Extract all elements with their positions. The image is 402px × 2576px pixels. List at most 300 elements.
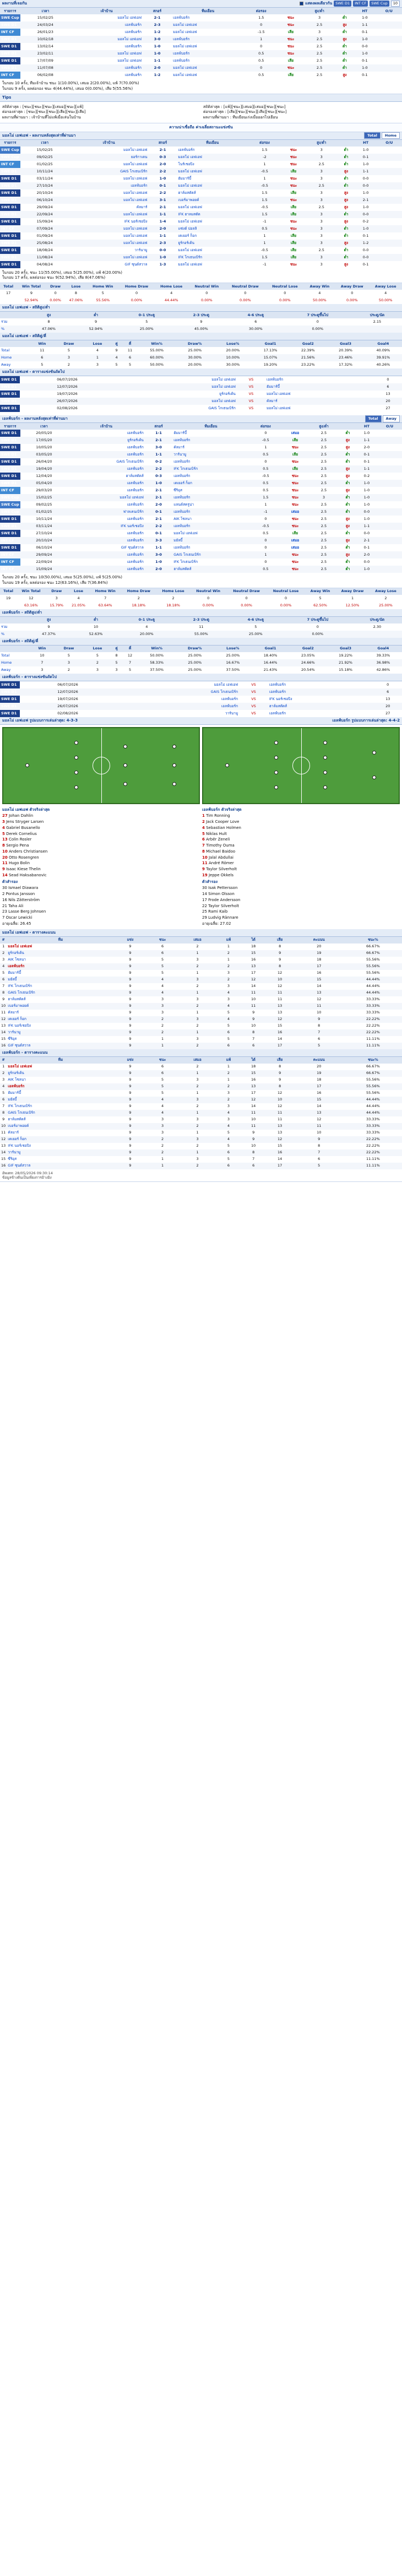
sub-player[interactable]: 29 Ludvig Rännare	[202, 915, 238, 920]
away-team-link[interactable]: มอลโม่ เอฟเอฟ	[177, 168, 248, 175]
player-name[interactable]: Sergio Pena	[6, 843, 29, 848]
league-badge[interactable]: SWE Cup	[0, 14, 20, 21]
home-team-link[interactable]: เอลฟ์บอร์ก	[127, 445, 144, 450]
home-team-link[interactable]: มอลโม่ เอฟเอฟ	[123, 190, 148, 195]
sub-player[interactable]: 16 Nils Zätterström	[2, 897, 40, 902]
player-marker[interactable]	[372, 775, 376, 779]
league-badge[interactable]: SWE D1	[0, 204, 20, 211]
match-score[interactable]: 2-0	[145, 566, 172, 573]
standing-row[interactable]	[0, 1090, 402, 1097]
sub-player[interactable]: 14 Simon Olsson	[202, 892, 235, 896]
match-row[interactable]	[0, 437, 402, 444]
match-row[interactable]	[0, 175, 402, 182]
match-score[interactable]: 3-0	[145, 551, 172, 558]
player-name[interactable]: Tim Ronning	[206, 814, 230, 818]
home-team-link[interactable]: มอลโม่ เอฟเอฟ	[123, 161, 148, 166]
league-badge[interactable]: SWE D1	[0, 516, 20, 523]
standing-row[interactable]	[0, 1070, 402, 1077]
player-marker[interactable]	[323, 741, 327, 745]
home-team-link[interactable]: IFK นอร์เชอปิง	[68, 523, 145, 530]
match-score[interactable]: 2-0	[149, 225, 177, 232]
league-badge[interactable]: SWE D1	[0, 465, 20, 473]
tab-total-away[interactable]: Total	[365, 415, 382, 422]
away-team-link[interactable]: เอลฟ์บอร์ก	[268, 688, 374, 696]
away-team-link[interactable]: IFK โกเธนเบิร์ก	[173, 560, 198, 565]
team-name[interactable]: มยัลบี้	[7, 977, 114, 983]
match-row[interactable]	[0, 211, 402, 218]
match-row[interactable]	[0, 261, 402, 268]
standing-row[interactable]	[0, 1003, 402, 1010]
match-score[interactable]: 0-3	[155, 474, 162, 479]
team-name[interactable]: AIK โซลนา	[8, 1077, 26, 1082]
home-team-link[interactable]: เอลฟ์บอร์ก	[127, 488, 144, 493]
home-team-link[interactable]: GIF ซุนด์สวาล	[121, 545, 144, 550]
match-row[interactable]	[0, 50, 402, 57]
match-score[interactable]: 2-0	[143, 64, 172, 72]
away-team-link[interactable]: เอลฟ์บอร์ก	[269, 682, 286, 687]
away-team-link[interactable]: GAIS โกเธนเบิร์ก	[172, 551, 249, 558]
standing-row[interactable]	[0, 1097, 402, 1103]
standing-row[interactable]	[0, 1123, 402, 1130]
upcoming-row[interactable]	[0, 703, 402, 710]
match-score[interactable]: 1-1	[155, 431, 162, 436]
match-score[interactable]: 2-1	[159, 147, 166, 152]
match-score[interactable]: 0-3	[149, 154, 177, 161]
match-row[interactable]	[0, 480, 402, 487]
league-badge[interactable]: SWE D1	[0, 261, 20, 268]
match-score[interactable]: 3-1	[149, 197, 177, 204]
match-row[interactable]	[0, 72, 402, 79]
sub-player[interactable]: 30 Ismael Diawara	[2, 886, 39, 891]
match-score[interactable]: 2-0	[159, 161, 166, 166]
match-row[interactable]	[0, 204, 402, 211]
standing-row[interactable]	[0, 1043, 402, 1049]
away-team-link[interactable]: โนร์เชอปิง	[178, 161, 194, 166]
home-team-link[interactable]: มอลโม่ เอฟเอฟ	[123, 233, 148, 238]
away-team-link[interactable]: ฮัมมาร์บี้	[173, 431, 187, 436]
match-row[interactable]	[0, 537, 402, 544]
match-row[interactable]	[0, 189, 402, 197]
team-name[interactable]: วาร์นามู	[7, 1029, 114, 1036]
standing-row[interactable]	[0, 1023, 402, 1029]
match-score[interactable]: 2-1	[159, 204, 166, 209]
match-row[interactable]	[0, 451, 402, 458]
league-badge[interactable]: SWE D1	[0, 50, 20, 57]
team-name[interactable]: เดเยอร์ ก็อก	[7, 1016, 114, 1023]
match-score[interactable]: 0-2	[155, 459, 162, 464]
filter-int-cf[interactable]: INT CF	[353, 1, 368, 6]
player-marker[interactable]	[225, 763, 229, 767]
same-venue-checkbox[interactable]	[300, 2, 303, 6]
home-team-link[interactable]: มอลโม่ เอฟเอฟ	[115, 398, 237, 405]
league-badge[interactable]: SWE D1	[0, 688, 20, 696]
away-team-link[interactable]: วาร์นามู	[172, 451, 249, 458]
league-badge[interactable]: SWE D1	[0, 530, 20, 537]
upcoming-row[interactable]	[0, 405, 402, 412]
match-score[interactable]: 3-3	[145, 537, 172, 544]
away-team-link[interactable]: เอลฟ์บอร์ก	[172, 36, 244, 43]
match-row[interactable]	[0, 444, 402, 451]
home-team-link[interactable]: เอลฟ์บอร์ก	[124, 30, 142, 35]
sub-player[interactable]: 21 Taha Ali	[2, 903, 24, 908]
away-team-link[interactable]: แซ่งต์ ปอลลิ	[177, 225, 248, 232]
away-team-link[interactable]: เอลฟ์บอร์ก	[173, 474, 191, 479]
standing-row[interactable]	[0, 970, 402, 977]
team-name[interactable]: IFK โกเธนเบิร์ก	[8, 984, 32, 989]
player-marker[interactable]	[74, 741, 78, 745]
player-marker[interactable]	[123, 745, 127, 749]
league-badge[interactable]: SWE D1	[0, 232, 20, 240]
league-badge[interactable]: SWE D1	[0, 211, 20, 218]
away-team-link[interactable]: เอลฟ์บอร์ก	[173, 15, 190, 20]
sub-player[interactable]: 7 Oscar Lewicki	[2, 915, 32, 920]
match-row[interactable]	[0, 544, 402, 551]
league-badge[interactable]: SWE D1	[0, 21, 20, 29]
match-row[interactable]	[0, 57, 402, 64]
home-team-link[interactable]: มอลโม่ เอฟเอฟ	[69, 225, 149, 232]
match-row[interactable]	[0, 218, 402, 225]
league-badge[interactable]: SWE D1	[0, 376, 20, 383]
home-team-link[interactable]: GAIS โกเธนเบิร์ก	[116, 459, 144, 464]
match-score[interactable]: 2-1	[154, 15, 161, 20]
away-team-link[interactable]: เอลฟ์บอร์ก	[178, 147, 195, 152]
standing-row[interactable]	[0, 1130, 402, 1136]
home-team-link[interactable]: มอลโม่ เอฟเอฟ	[214, 682, 238, 687]
match-score[interactable]: 2-2	[159, 190, 166, 195]
home-team-link[interactable]: เอลฟ์บอร์ก	[127, 560, 144, 565]
home-team-link[interactable]: มอลโม่ เอฟเอฟ	[117, 15, 142, 20]
away-team-link[interactable]: IFK นอร์เชอปิง	[269, 696, 292, 701]
away-team-link[interactable]: มยัลบี้	[172, 537, 249, 544]
home-team-link[interactable]: ฟาลเคนเบิร์ก	[68, 508, 145, 516]
match-score[interactable]: 2-1	[155, 517, 162, 522]
home-team-link[interactable]: เอลฟ์บอร์ก	[124, 73, 142, 78]
player-name[interactable]: Otto Rosengren	[8, 855, 39, 860]
home-team-link[interactable]: ยูร์กอร์เด้น	[219, 392, 236, 397]
league-badge[interactable]: SWE D1	[0, 189, 20, 197]
match-row[interactable]	[0, 197, 402, 204]
player-name[interactable]: Isaac Kiese Thelin	[6, 867, 41, 871]
standing-row[interactable]	[0, 1156, 402, 1163]
league-badge[interactable]: SWE D1	[0, 544, 20, 551]
player-name[interactable]: Derek Cornelius	[6, 831, 37, 836]
home-team-link[interactable]: GAIS โกเธนเบิร์ก	[116, 688, 239, 696]
player-marker[interactable]	[172, 763, 176, 767]
league-badge[interactable]: SWE D1	[0, 64, 20, 72]
player-name[interactable]: Anders Christiansen	[8, 849, 48, 854]
home-team-link[interactable]: เอลฟ์บอร์ก	[68, 566, 145, 573]
player-marker[interactable]	[172, 745, 176, 749]
match-row[interactable]	[0, 147, 402, 154]
match-score[interactable]: 1-0	[149, 254, 177, 261]
league-badge[interactable]: SWE D1	[0, 444, 20, 451]
match-row[interactable]	[0, 566, 402, 573]
league-badge[interactable]: SWE D1	[0, 405, 20, 412]
player-marker[interactable]	[274, 785, 278, 789]
match-score[interactable]: 2-2	[145, 465, 172, 473]
match-score[interactable]: 0-0	[159, 247, 166, 252]
team-name[interactable]: เอลฟ์บอร์ก	[7, 1083, 114, 1090]
home-team-link[interactable]: เอลฟ์บอร์ก	[70, 21, 143, 29]
match-row[interactable]	[0, 64, 402, 72]
home-team-link[interactable]: มอลโม่ เอฟเอฟ	[70, 50, 143, 57]
home-team-link[interactable]: มอลโม่ เอฟเอฟ	[117, 58, 142, 63]
home-team-link[interactable]: IFK นอร์เชอปิง	[124, 219, 148, 224]
away-team-link[interactable]: มอลโม่ เอฟเอฟ	[173, 73, 197, 78]
player-name[interactable]: Gabriel Busanello	[6, 825, 40, 830]
player-marker[interactable]	[274, 741, 278, 745]
match-row[interactable]	[0, 501, 402, 508]
match-row[interactable]	[0, 430, 402, 437]
team-name[interactable]: GAIS โกเธนเบิร์ก	[7, 1110, 114, 1116]
team-name[interactable]: เอลฟ์บอร์ก	[7, 963, 114, 970]
match-score[interactable]: 1-2	[154, 73, 161, 78]
home-team-link[interactable]: GAIS โกเธนเบิร์ก	[208, 406, 236, 411]
match-row[interactable]	[0, 14, 402, 21]
player-marker[interactable]	[74, 785, 78, 789]
match-score[interactable]: 2-1	[145, 494, 172, 501]
match-row[interactable]	[0, 182, 402, 189]
sub-player[interactable]: 30 Isak Pettersson	[202, 886, 238, 891]
team-name[interactable]: ซีริอุส	[8, 1157, 17, 1162]
standing-row[interactable]	[0, 957, 402, 963]
away-team-link[interactable]: เบอร์มาพอยค์	[177, 197, 248, 204]
away-team-link[interactable]: มอลโม่ เอฟเอฟ	[177, 182, 248, 189]
tab-home[interactable]: Home	[382, 132, 400, 139]
home-team-link[interactable]: ยูร์กอร์เด้น	[68, 437, 145, 444]
player-marker[interactable]	[274, 771, 278, 774]
match-row[interactable]	[0, 161, 402, 168]
player-name[interactable]: Sead Haksabanovic	[8, 872, 47, 877]
league-badge[interactable]: INT CF	[0, 72, 20, 79]
league-badge[interactable]: SWE Cup	[0, 154, 20, 161]
match-score[interactable]: 2-3	[149, 240, 177, 247]
sub-player[interactable]: 17 Frode Andersson	[202, 897, 241, 902]
match-score[interactable]: 1-0	[155, 560, 162, 565]
standing-row[interactable]	[0, 1143, 402, 1149]
league-badge[interactable]: SWE D1	[0, 696, 20, 703]
match-row[interactable]	[0, 551, 402, 558]
league-badge[interactable]: SWE D1	[0, 175, 20, 182]
player-marker[interactable]	[323, 756, 327, 760]
player-name[interactable]: Jens Stryger Larsen	[6, 820, 44, 824]
standing-row[interactable]	[0, 950, 402, 957]
league-badge[interactable]: SWE D1	[0, 218, 20, 225]
team-name[interactable]: IFK โกเธนเบิร์ก	[8, 1104, 32, 1109]
away-team-link[interactable]: เอลฟ์บอร์ก	[172, 508, 249, 516]
home-team-link[interactable]: เอลฟ์บอร์ก	[127, 531, 144, 536]
team-name[interactable]: มอลโม่ เอฟเอฟ	[8, 1064, 32, 1069]
match-row[interactable]	[0, 225, 402, 232]
sub-player[interactable]: 25 Rami Kaib	[202, 909, 228, 914]
match-row[interactable]	[0, 240, 402, 247]
home-team-link[interactable]: เอลฟ์บอร์ก	[68, 480, 145, 487]
standing-row[interactable]	[0, 1103, 402, 1110]
player-name[interactable]: Jack Cooper Love	[206, 820, 240, 824]
league-badge[interactable]: SWE D1	[0, 247, 20, 254]
player-marker[interactable]	[323, 771, 327, 774]
away-team-link[interactable]: มอลโม่ เอฟเอฟ	[178, 247, 202, 252]
upcoming-row[interactable]	[0, 376, 402, 383]
standing-row[interactable]	[0, 1110, 402, 1116]
away-team-link[interactable]: คัลมาร์	[173, 445, 184, 450]
upcoming-row[interactable]	[0, 398, 402, 405]
sub-player[interactable]: 22 Taylor Silverholt	[202, 903, 239, 908]
league-badge[interactable]: SWE D1	[0, 398, 20, 405]
home-team-link[interactable]: มอลโม่ เอฟเอฟ	[69, 211, 149, 218]
standing-row[interactable]	[0, 990, 402, 996]
away-team-link[interactable]: ยูร์กอร์เด้น	[177, 240, 248, 247]
away-team-link[interactable]: เอลฟ์บอร์ก	[172, 523, 249, 530]
standing-row[interactable]	[0, 1136, 402, 1143]
standing-row[interactable]	[0, 963, 402, 970]
league-badge[interactable]: SWE D1	[0, 480, 20, 487]
away-team-link[interactable]: มอลโม่ เอฟเอฟ	[267, 392, 291, 397]
league-badge[interactable]: SWE D1	[0, 197, 20, 204]
match-score[interactable]: 1-1	[155, 545, 162, 550]
league-badge[interactable]: SWE D1	[0, 57, 20, 64]
team-name[interactable]: เดเยอร์ ก็อก	[7, 1136, 114, 1143]
away-team-link[interactable]: เอลฟ์บอร์ก	[173, 545, 191, 550]
match-score[interactable]: 1-0	[145, 480, 172, 487]
player-marker[interactable]	[74, 771, 78, 774]
home-team-link[interactable]: เอลฟ์บอร์ก	[116, 703, 239, 710]
home-team-link[interactable]: มอลโม่ เอฟเอฟ	[70, 36, 143, 43]
match-score[interactable]: 2-2	[145, 523, 172, 530]
league-badge[interactable]: SWE D1	[0, 36, 20, 43]
match-score[interactable]: 1-0	[159, 176, 166, 181]
league-badge[interactable]: INT CF	[0, 551, 20, 558]
away-team-link[interactable]: IFK โกเธนเบิร์ก	[172, 465, 249, 473]
league-badge[interactable]: SWE Cup	[0, 147, 20, 154]
away-team-link[interactable]: เอลฟ์บอร์ก	[172, 437, 249, 444]
home-team-link[interactable]: เอลฟ์บอร์ก	[124, 44, 142, 49]
match-score[interactable]: 3-0	[155, 445, 162, 450]
away-team-link[interactable]: เอลฟ์บอร์ก	[173, 58, 190, 63]
player-name[interactable]: Jeppe Okkels	[208, 872, 234, 877]
player-name[interactable]: André Römer	[208, 861, 234, 866]
match-row[interactable]	[0, 154, 402, 161]
match-row[interactable]	[0, 458, 402, 465]
home-team-link[interactable]: GAIS โกเธนเบิร์ก	[69, 168, 149, 175]
away-team-link[interactable]: เอลฟ์บอร์ก	[269, 711, 286, 715]
away-team-link[interactable]: มอลโม่ เอฟเอฟ	[172, 21, 244, 29]
filter-swe-cup[interactable]: SWE Cup	[370, 1, 389, 6]
player-name[interactable]: Hugo Bolin	[8, 861, 30, 866]
team-name[interactable]: มยัลบี้	[7, 1097, 114, 1103]
player-marker[interactable]	[25, 763, 29, 767]
team-name[interactable]: ยูร์กอร์เด้น	[7, 950, 114, 957]
league-badge[interactable]: SWE D1	[0, 458, 20, 465]
upcoming-row[interactable]	[0, 391, 402, 398]
player-name[interactable]: Timothy Ouma	[206, 843, 235, 848]
team-name[interactable]: คัลมาร์	[8, 1010, 19, 1015]
team-name[interactable]: คัลมาร์	[8, 1130, 19, 1135]
upcoming-row[interactable]	[0, 688, 402, 696]
league-badge[interactable]: SWE D1	[0, 473, 20, 480]
match-row[interactable]	[0, 558, 402, 566]
home-team-link[interactable]: ยอร์กาเดน	[69, 154, 149, 161]
match-score[interactable]: 0-1	[155, 531, 162, 536]
match-row[interactable]	[0, 523, 402, 530]
player-name[interactable]: Michael Baidoo	[206, 849, 236, 854]
player-marker[interactable]	[123, 782, 127, 786]
home-team-link[interactable]: มอลโม่ เอฟเอฟ	[69, 197, 149, 204]
match-row[interactable]	[0, 494, 402, 501]
away-team-link[interactable]: เอลฟ์บอร์ก	[173, 459, 191, 464]
away-team-link[interactable]: แลนด์สครูน่า	[173, 502, 194, 507]
match-row[interactable]	[0, 29, 402, 36]
league-badge[interactable]: SWE D1	[0, 391, 20, 398]
home-team-link[interactable]: มอลโม่ เอฟเอฟ	[68, 494, 145, 501]
away-team-link[interactable]: เดเยอร์ ก็อก	[178, 233, 197, 238]
player-marker[interactable]	[74, 756, 78, 760]
away-team-link[interactable]: ฮาล์มสตัดส์	[178, 190, 196, 195]
league-badge[interactable]: SWE D1	[0, 182, 20, 189]
away-team-link[interactable]: ฮัมมาร์บี้	[178, 176, 192, 181]
standing-row[interactable]	[0, 1036, 402, 1043]
home-team-link[interactable]: เอลฟ์บอร์ก	[68, 537, 145, 544]
match-row[interactable]	[0, 247, 402, 254]
player-marker[interactable]	[323, 785, 327, 789]
home-team-link[interactable]: มอลโม่ เอฟเอฟ	[69, 240, 149, 247]
upcoming-row[interactable]	[0, 681, 402, 688]
standing-row[interactable]	[0, 1029, 402, 1036]
tab-total[interactable]: Total	[364, 132, 381, 139]
league-badge[interactable]: SWE D1	[0, 451, 20, 458]
match-score[interactable]: 0-1	[149, 182, 177, 189]
away-team-link[interactable]: เดเยอร์ ก็อก	[172, 480, 249, 487]
match-score[interactable]: 2-0	[155, 502, 162, 507]
home-team-link[interactable]: เอลฟ์บอร์ก	[127, 431, 144, 436]
league-badge[interactable]: INT CF	[0, 29, 20, 36]
match-score[interactable]: 1-1	[149, 211, 177, 218]
tab-away[interactable]: Away	[383, 415, 400, 422]
sub-player[interactable]: 23 Lasse Berg Johnsen	[2, 909, 46, 914]
match-row[interactable]	[0, 508, 402, 516]
team-name[interactable]: GIF ซุนด์สวาล	[7, 1043, 114, 1049]
away-team-link[interactable]: ฮัมมาร์บี้	[265, 383, 374, 391]
team-name[interactable]: ฮัมมาร์บี้	[8, 1091, 21, 1096]
team-name[interactable]: GIF ซุนด์สวาล	[7, 1163, 114, 1169]
home-team-link[interactable]: GIF ซุนด์สวาล	[124, 262, 148, 267]
away-team-link[interactable]: ฮาล์มสตัดส์	[172, 566, 249, 573]
away-team-link[interactable]: เอลฟ์บอร์ก	[172, 494, 249, 501]
team-name[interactable]: ฮัมมาร์บี้	[8, 970, 21, 975]
away-team-link[interactable]: ซีริอุส	[173, 488, 183, 493]
home-team-link[interactable]: เอลฟ์บอร์ก	[221, 696, 238, 701]
team-name[interactable]: IFK นอร์เชอปิง	[8, 1023, 31, 1028]
league-badge[interactable]: INT CF	[0, 487, 20, 494]
standing-row[interactable]	[0, 943, 402, 950]
upcoming-row[interactable]	[0, 710, 402, 717]
league-badge[interactable]: INT CF	[0, 558, 20, 566]
match-score[interactable]: 3-0	[143, 36, 172, 43]
team-name[interactable]: เบอร์มาพอยค์	[7, 1003, 114, 1010]
away-team-link[interactable]: มอลโม่ เอฟเอฟ	[267, 406, 291, 411]
match-score[interactable]: 2-3	[143, 21, 172, 29]
player-marker[interactable]	[372, 751, 376, 755]
away-team-link[interactable]: มอลโม่ เอฟเอฟ	[173, 531, 198, 536]
match-row[interactable]	[0, 473, 402, 480]
match-score[interactable]: 1-0	[143, 50, 172, 57]
match-score[interactable]: 0-1	[145, 508, 172, 516]
standing-row[interactable]	[0, 977, 402, 983]
filter-swe-d1[interactable]: SWE D1	[334, 1, 351, 6]
match-score[interactable]: 1-3	[159, 262, 166, 267]
match-score[interactable]: 2-2	[149, 168, 177, 175]
home-team-link[interactable]: มอลโม่ เอฟเอฟ	[123, 147, 148, 152]
